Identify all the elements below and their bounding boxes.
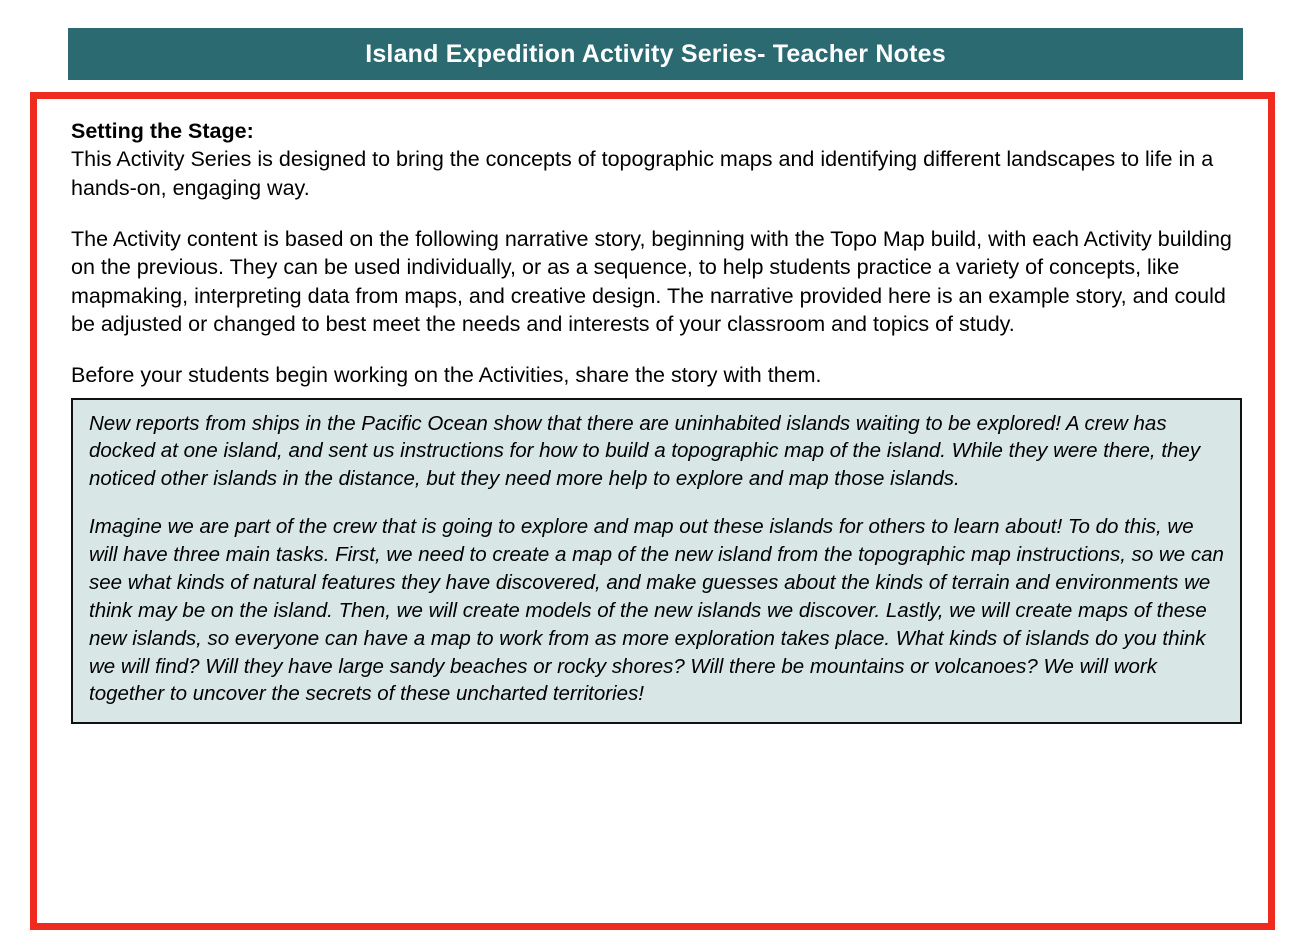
content-frame [30,92,1275,930]
page-title: Island Expedition Activity Series- Teacher Notes [365,39,946,68]
intro-paragraph: This Activity Series is designed to bring the concepts of topographic maps and identifying different landscapes to life in a hands-on, engaging way. [71,147,1214,200]
section-heading: Setting the Stage: [71,119,254,143]
share-story-paragraph: Before your students begin working on the Activities, share the story with them. [71,362,822,387]
story-paragraph-2: Imagine we are part of the crew that is going to explore and map out these islands for others to learn about! To do this, we will have three main tasks. First, we need to create a map of the new island from the topographic map instructions, so we can see what kinds of natural features they have discovered, and make guesses about the kinds of terrain and environments we think may be on the island. Then, we will create models of the new islands we discover. Lastly, we will create maps of these new islands, so everyone can have a map to work from as more exploration takes place. What kinds of islands do you think we will find? Will they have large sandy beaches or rocky shores? Will there be mountains or volcanoes? We will work together to uncover the secrets of these uncharted territories! [89,515,1224,706]
narrative-story-box [71,398,1242,725]
activity-content-paragraph: The Activity content is based on the following narrative story, beginning with the Topo Map build, with each Activity building on the previous. They can be used individually, or as a sequence, to help students practice a variety of concepts, like mapmaking, interpreting data from maps, and creative design. The narrative provided here is an example story, and could be adjusted or changed to best meet the needs and interests of your classroom and topics of study. [71,226,1232,337]
story-paragraph-1: New reports from ships in the Pacific Ocean show that there are uninhabited islands waiting to be explored! A crew has docked at one island, and sent us instructions for how to build a topographic map of the island. While they were there, they noticed other islands in the distance, but they need more help to explore and map those islands. [89,411,1201,491]
document-title-bar [68,28,1243,80]
content-inner [37,99,1268,734]
